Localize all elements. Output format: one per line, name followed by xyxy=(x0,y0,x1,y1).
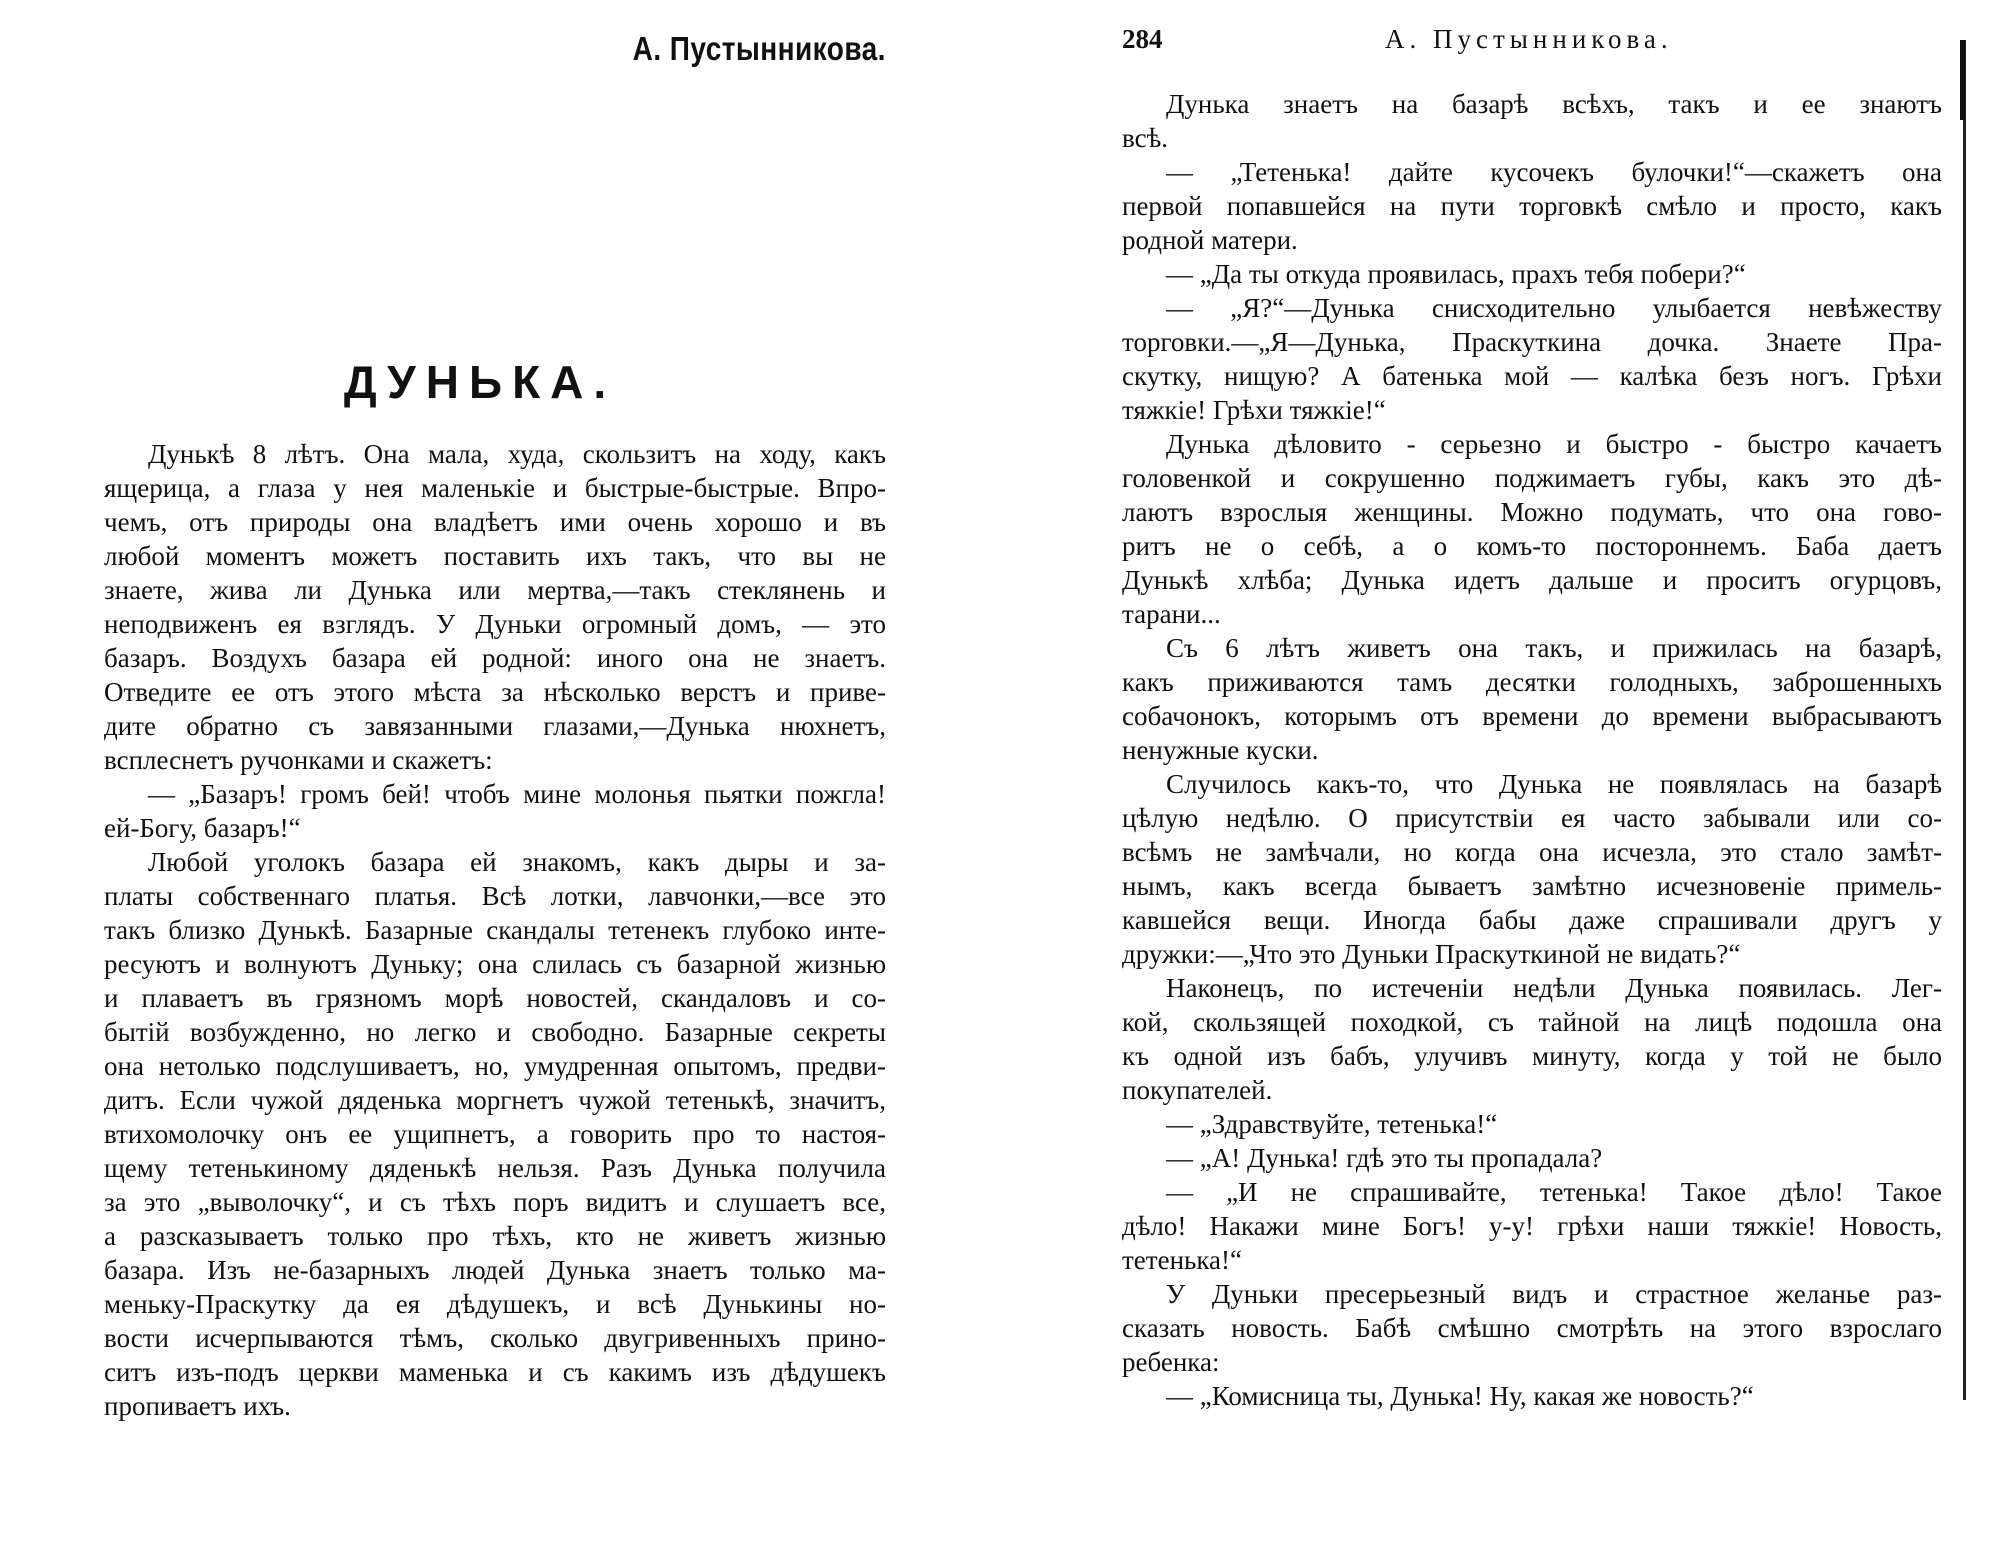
paragraph xyxy=(1122,971,1942,1107)
text-line: ресуютъ и волнуютъ Дуньку; она слилась съ базарной жизнью xyxy=(104,949,886,979)
text-line: У Дуньки пресерьезный видъ и страстное желанье раз- xyxy=(1166,1279,1942,1309)
text-line: пропиваетъ ихъ. xyxy=(104,1391,291,1421)
text-line: какъ приживаются тамъ десятки голодныхъ, заброшенныхъ xyxy=(1122,667,1942,697)
text-line: чемъ, отъ природы она владѣетъ ими очень хорошо и въ xyxy=(104,507,886,537)
text-line: нымъ, какъ всегда бываетъ замѣтно исчезновеніе примель- xyxy=(1122,871,1942,901)
text-line: дружки:—„Что это Дуньки Праскуткиной не видать?“ xyxy=(1122,939,1741,969)
page-edge-mark xyxy=(1960,40,1965,120)
paragraph xyxy=(104,845,886,1423)
text-line: собачонокъ, которымъ отъ времени до времени выбрасываютъ xyxy=(1122,701,1942,731)
page-edge-divider xyxy=(1963,40,1966,1400)
paragraph xyxy=(1122,1175,1942,1277)
paragraph xyxy=(1122,291,1942,427)
paragraph xyxy=(1122,1141,1942,1175)
paragraph xyxy=(104,437,886,777)
text-line: Отведите ее отъ этого мѣста за нѣсколько верстъ и приве- xyxy=(104,677,886,707)
text-line: цѣлую недѣлю. О присутствіи ея часто забывали или со- xyxy=(1122,803,1942,833)
text-line: платы собственнаго платья. Всѣ лотки, лавчонки,—все это xyxy=(104,881,886,911)
running-header: А. Пустынникова. xyxy=(632,30,886,67)
text-line: скутку, нищую? А батенька мой — калѣка безъ ногъ. Грѣхи xyxy=(1122,361,1942,391)
text-line: головенкой и сокрушенно поджимаетъ губы, какъ это дѣ- xyxy=(1122,463,1942,493)
text-line: ситъ изъ-подъ церкви маменька и съ какимъ изъ дѣдушекъ xyxy=(104,1357,886,1387)
text-line: дѣло! Накажи мине Богъ! у-у! грѣхи наши тяжкіе! Новость, xyxy=(1122,1211,1942,1241)
text-line: ей-Богу, базаръ!“ xyxy=(104,813,301,843)
text-line: Дунькѣ хлѣба; Дунька идетъ дальше и проситъ огурцовъ, xyxy=(1122,565,1942,595)
paragraph xyxy=(1122,155,1942,257)
text-line: Любой уголокъ базара ей знакомъ, какъ дыры и за- xyxy=(148,847,886,877)
text-line: Случилось какъ-то, что Дунька не появлялась на базарѣ xyxy=(1166,769,1942,799)
text-line: базаръ. Воздухъ базара ей родной: иного она не знаетъ. xyxy=(104,643,886,673)
text-line: меньку-Праскутку да ея дѣдушекъ, и всѣ Дунькины но- xyxy=(104,1289,886,1319)
right-text-column xyxy=(1122,87,1942,1413)
text-line: родной матери. xyxy=(1122,225,1298,255)
text-line: тарани... xyxy=(1122,599,1221,629)
story-title: ДУНЬКА. xyxy=(343,356,617,408)
text-line: а разсказываетъ только про тѣхъ, кто не живетъ жизнью xyxy=(104,1221,886,1251)
left-text-column xyxy=(104,437,886,1423)
text-line: бытій возбужденно, но легко и свободно. Базарные секреты xyxy=(104,1017,886,1047)
paragraph xyxy=(1122,631,1942,767)
text-line: она нетолько подслушиваетъ, но, умудренная опытомъ, предви- xyxy=(104,1051,886,1081)
text-line: — „И не спрашивайте, тетенька! Такое дѣло! Такое xyxy=(1166,1177,1942,1207)
text-line: — „Да ты откуда проявилась, прахъ тебя побери?“ xyxy=(1166,259,1746,289)
text-line: дите обратно съ завязанными глазами,—Дунька нюхнетъ, xyxy=(104,711,886,741)
text-line: — „Комисница ты, Дунька! Ну, какая же новость?“ xyxy=(1166,1381,1754,1411)
paragraph xyxy=(1122,767,1942,971)
paragraph xyxy=(1122,1277,1942,1379)
text-line: первой попавшейся на пути торговкѣ смѣло и просто, какъ xyxy=(1122,191,1942,221)
text-line: ящерица, а глаза у нея маленькіе и быстрые-быстрые. Впро- xyxy=(104,473,886,503)
paragraph xyxy=(1122,257,1942,291)
text-line: Дунькѣ 8 лѣтъ. Она мала, худа, скользитъ на ходу, какъ xyxy=(148,439,886,469)
text-line: щему тетенькиному дяденькѣ нельзя. Разъ Дунька получила xyxy=(104,1153,886,1183)
text-line: Дунька дѣловито - серьезно и быстро - быстро качаетъ xyxy=(1166,429,1942,459)
text-line: — „Здравствуйте, тетенька!“ xyxy=(1166,1109,1498,1139)
text-line: лаютъ взрослыя женщины. Можно подумать, что она гово- xyxy=(1122,497,1942,527)
text-line: всплеснетъ ручонками и скажетъ: xyxy=(104,745,493,775)
text-line: ритъ не о себѣ, а о комъ-то постороннемъ. Баба даетъ xyxy=(1122,531,1942,561)
paragraph xyxy=(1122,1107,1942,1141)
page-number: 284 xyxy=(1122,24,1163,54)
paragraph xyxy=(104,777,886,845)
text-line: — „А! Дунька! гдѣ это ты пропадала? xyxy=(1166,1143,1603,1173)
text-line: ненужные куски. xyxy=(1122,735,1319,765)
text-line: тяжкіе! Грѣхи тяжкіе!“ xyxy=(1122,395,1386,425)
paragraph xyxy=(1122,1379,1942,1413)
text-line: любой моментъ можетъ поставить ихъ такъ, что вы не xyxy=(104,541,886,571)
text-line: къ одной изъ бабъ, улучивъ минуту, когда у той не было xyxy=(1122,1041,1942,1071)
running-header: А. Пустынникова. xyxy=(1385,24,1673,54)
text-line: — „Базаръ! громъ бей! чтобъ мине молонья пьятки пожгла! xyxy=(148,779,886,809)
text-line: и плаваетъ въ грязномъ морѣ новостей, скандаловъ и со- xyxy=(104,983,886,1013)
text-line: кавшейся вещи. Иногда бабы даже спрашивали другъ у xyxy=(1122,905,1942,935)
text-line: такъ близко Дунькѣ. Базарные скандалы тетенекъ глубоко инте- xyxy=(104,915,886,945)
text-line: торговки.—„Я—Дунька, Праскуткина дочка. Знаете Пра- xyxy=(1122,327,1942,357)
text-line: дитъ. Если чужой дяденька моргнетъ чужой тетенькѣ, значитъ, xyxy=(104,1085,886,1115)
text-line: за это „выволочку“, и съ тѣхъ поръ видитъ и слушаетъ все, xyxy=(104,1187,886,1217)
paragraph xyxy=(1122,87,1942,155)
text-line: всѣ. xyxy=(1122,123,1168,153)
text-line: ребенка: xyxy=(1122,1347,1220,1377)
text-line: втихомолочку онъ ее ущипнетъ, а говорить про то настоя- xyxy=(104,1119,886,1149)
text-line: всѣмъ не замѣчали, но когда она исчезла, это стало замѣт- xyxy=(1122,837,1942,867)
text-line: тетенька!“ xyxy=(1122,1245,1242,1275)
text-line: знаете, жива ли Дунька или мертва,—такъ стеклянень и xyxy=(104,575,886,605)
right-page xyxy=(1005,0,2010,1564)
text-line: неподвиженъ ея взглядъ. У Дуньки огромный домъ, — это xyxy=(104,609,886,639)
text-line: кой, скользящей походкой, съ тайной на лицѣ подошла она xyxy=(1122,1007,1942,1037)
text-line: — „Тетенька! дайте кусочекъ булочки!“—скажетъ она xyxy=(1166,157,1942,187)
text-line: Наконецъ, по истеченіи недѣли Дунька появилась. Лег- xyxy=(1166,973,1942,1003)
text-line: Съ 6 лѣтъ живетъ она такъ, и прижилась на базарѣ, xyxy=(1166,633,1942,663)
text-line: — „Я?“—Дунька снисходительно улыбается невѣжеству xyxy=(1166,293,1942,323)
text-line: Дунька знаетъ на базарѣ всѣхъ, такъ и ее знаютъ xyxy=(1166,89,1942,119)
text-line: вости исчерпываются тѣмъ, сколько двугривенныхъ прино- xyxy=(104,1323,886,1353)
text-line: базара. Изъ не-базарныхъ людей Дунька знаетъ только ма- xyxy=(104,1255,886,1285)
paragraph xyxy=(1122,427,1942,631)
text-line: покупателей. xyxy=(1122,1075,1273,1105)
text-line: сказать новость. Бабѣ смѣшно смотрѣть на этого взрослаго xyxy=(1122,1313,1942,1343)
